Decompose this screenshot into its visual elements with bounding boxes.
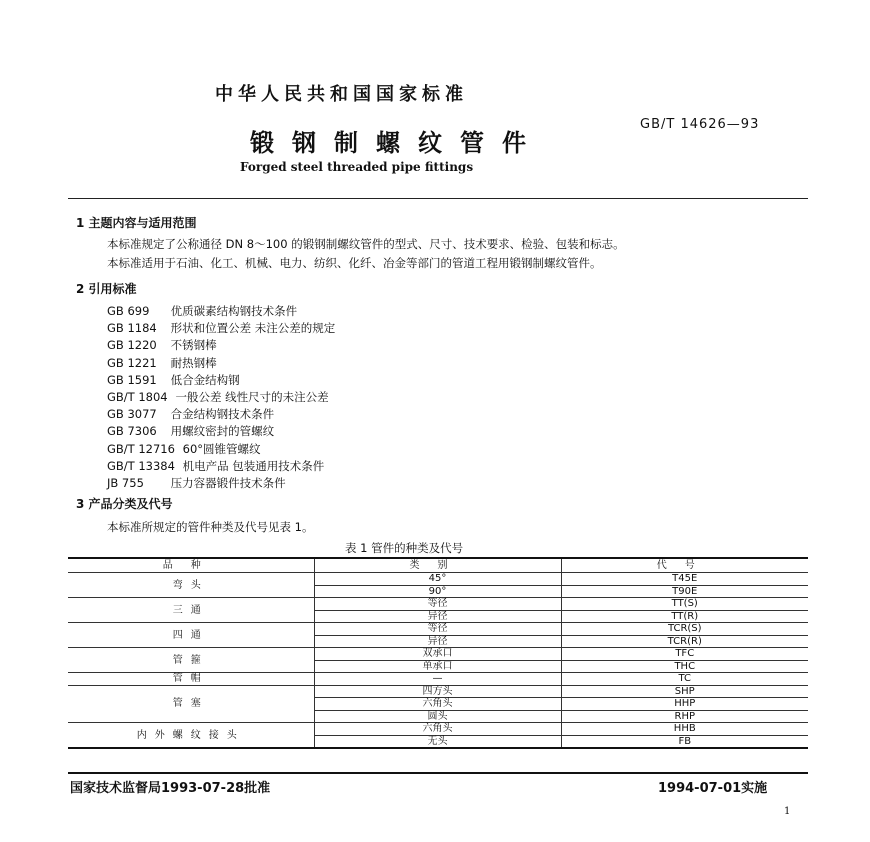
type-cell: 六角头: [314, 698, 561, 711]
code-cell: TCR(S): [561, 623, 808, 636]
reference-item: [107, 337, 217, 353]
type-cell: 90°: [314, 585, 561, 598]
reference-title: 用螺纹密封的管螺纹: [170, 424, 275, 439]
type-cell: 等径: [314, 598, 561, 611]
code-cell: TT(S): [561, 598, 808, 611]
code-cell: RHP: [561, 710, 808, 723]
reference-item: [107, 372, 240, 388]
reference-item: [107, 355, 217, 371]
section-1-para-2: 本标准适用于石油、化工、机械、电力、纺织、化纤、冶金等部门的管道工程用锻钢制螺纹管件。: [107, 256, 602, 270]
reference-code: JB 755: [107, 476, 144, 490]
reference-code: GB 1220: [107, 338, 157, 353]
table-row: [68, 573, 808, 586]
table-row: [68, 723, 808, 736]
table-row: [68, 623, 808, 636]
code-cell: T90E: [561, 585, 808, 598]
issuing-body: 中华人民共和国国家标准: [215, 84, 468, 105]
section-3-heading: 3 产品分类及代号: [76, 497, 173, 511]
reference-title: 一般公差 线性尺寸的未注公差: [175, 390, 329, 404]
page-number: 1: [784, 806, 791, 817]
variety-cell: 管塞: [68, 685, 314, 723]
table-header-code: 代号: [561, 558, 808, 573]
reference-item: [107, 303, 297, 319]
type-cell: 45°: [314, 573, 561, 586]
table-row: [68, 685, 808, 698]
reference-item: [107, 475, 286, 491]
reference-code: GB/T 13384: [107, 458, 175, 473]
type-cell: 圆头: [314, 710, 561, 723]
code-cell: THC: [561, 660, 808, 673]
type-cell: 异径: [314, 635, 561, 648]
reference-item: [107, 406, 274, 422]
reference-title: 低合金结构钢: [170, 372, 240, 387]
header-divider: [68, 198, 808, 199]
footer-divider: [68, 772, 808, 774]
variety-cell: 管箍: [68, 648, 314, 673]
reference-title: 优质碳素结构钢技术条件: [170, 304, 298, 318]
reference-item: [107, 441, 261, 457]
reference-code: GB 3077: [107, 407, 157, 422]
section-1-para-1: 本标准规定了公称通径 DN 8～100 的锻钢制螺纹管件的型式、尺寸、技术要求、检验、包装和标志。: [107, 237, 625, 251]
reference-title: 形状和位置公差 未注公差的规定: [170, 321, 336, 336]
reference-code: GB 699: [107, 304, 150, 318]
page-title: 锻钢制螺纹管件: [250, 129, 544, 157]
reference-item: [107, 423, 274, 439]
section-3-para-1: 本标准所规定的管件种类及代号见表 1。: [107, 520, 314, 534]
type-cell: 单承口: [314, 660, 561, 673]
code-cell: FB: [561, 735, 808, 748]
reference-item: [107, 320, 335, 336]
table-caption: 表 1 管件的种类及代号: [345, 541, 464, 555]
reference-code: GB 1221: [107, 355, 157, 370]
reference-code: GB 7306: [107, 424, 157, 439]
section-1-heading: 1 主题内容与适用范围: [76, 216, 197, 230]
variety-cell: 弯头: [68, 573, 314, 598]
reference-item: [107, 458, 324, 474]
type-cell: 六角头: [314, 723, 561, 736]
section-2-heading: 2 引用标准: [76, 282, 137, 296]
reference-title: 机电产品 包装通用技术条件: [182, 458, 325, 473]
reference-code: GB 1184: [107, 321, 157, 336]
reference-title: 耐热钢棒: [170, 355, 217, 370]
type-cell: 双承口: [314, 648, 561, 661]
code-cell: TFC: [561, 648, 808, 661]
code-cell: T45E: [561, 573, 808, 586]
table-row: [68, 598, 808, 611]
code-cell: HHP: [561, 698, 808, 711]
table-row: [68, 648, 808, 661]
approval-date: 国家技术监督局1993-07-28批准: [70, 781, 271, 796]
reference-title: 不锈钢棒: [170, 338, 217, 353]
page-subtitle-en: Forged steel threaded pipe fittings: [240, 160, 474, 174]
table-header-variety: 品种: [68, 558, 314, 573]
code-cell: TT(R): [561, 610, 808, 623]
variety-cell: 内外螺纹接头: [68, 723, 314, 749]
reference-title: 合金结构钢技术条件: [170, 407, 275, 422]
reference-title: 压力容器锻件技术条件: [170, 476, 286, 490]
reference-code: GB 1591: [107, 372, 157, 387]
fittings-table: [68, 557, 808, 749]
type-cell: 无头: [314, 735, 561, 748]
type-cell: —: [314, 673, 561, 686]
table-row: [68, 673, 808, 686]
code-cell: TCR(R): [561, 635, 808, 648]
code-cell: SHP: [561, 685, 808, 698]
type-cell: 异径: [314, 610, 561, 623]
variety-cell: 四通: [68, 623, 314, 648]
table-header-type: 类别: [314, 558, 561, 573]
type-cell: 四方头: [314, 685, 561, 698]
type-cell: 等径: [314, 623, 561, 636]
reference-item: [107, 389, 329, 405]
code-cell: HHB: [561, 723, 808, 736]
variety-cell: 管帽: [68, 673, 314, 686]
variety-cell: 三通: [68, 598, 314, 623]
reference-code: GB/T 12716: [107, 441, 175, 456]
effective-date: 1994-07-01实施: [658, 781, 768, 796]
reference-code: GB/T 1804: [107, 390, 168, 404]
standard-number: GB/T 14626—93: [640, 117, 760, 132]
code-cell: TC: [561, 673, 808, 686]
reference-title: 60°圆锥管螺纹: [182, 441, 261, 456]
